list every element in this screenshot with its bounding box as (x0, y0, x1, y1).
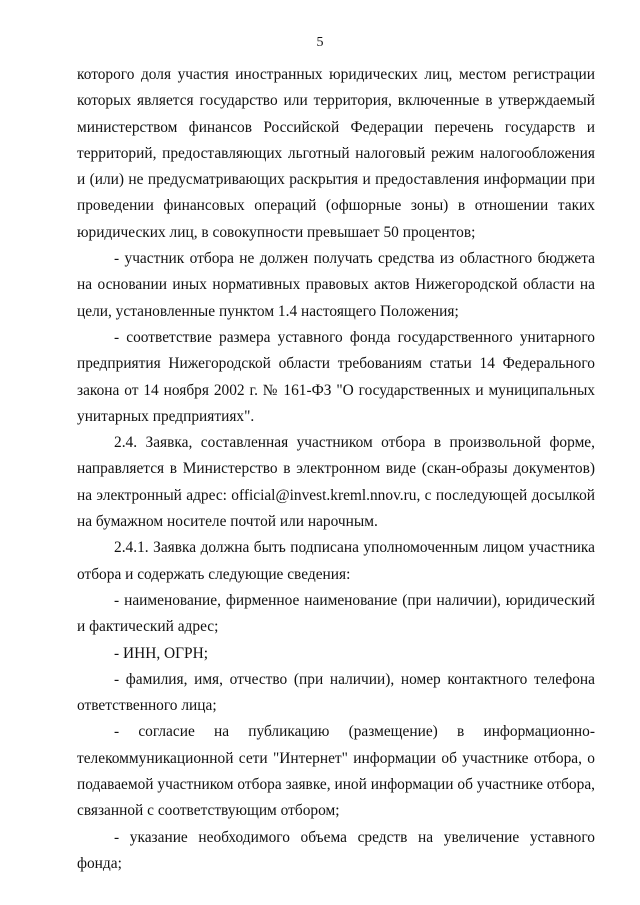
paragraph-application-submission: 2.4. Заявка, составленная участником отбора в произвольной форме, направляется в Министерство в электронном виде (скан-образы документов) на электронный адрес: official@invest.kreml.nnov.ru, с последующей досылкой на бумажном носителе почтой или нарочным. (77, 434, 595, 531)
paragraph-charter-fund-compliance: - соответствие размера уставного фонда государственного унитарного предприятия Нижегородской области требованиям статьи 14 Федерального закона от 14 ноября 2002 г. № 161-ФЗ "О государственных и муниципальных унитарных предприятиях". (77, 328, 595, 425)
paragraph-offshore-share: которого доля участия иностранных юридических лиц, местом регистрации которых является государство или территория, включенные в утверждаемый министерством финансов Российской Федерации перечень государств и территорий, предоставляющих льготный налоговый режим налогообложения и (или) не предусматривающих раскрытия и предоставления информации при проведении финансовых операций (офшорные зоны) в отношении таких юридических лиц, в совокупности превышает 50 процентов; (77, 66, 595, 241)
page-number: 5 (316, 35, 324, 50)
list-item-inn-ogrn: - ИНН, ОГРН; (114, 644, 208, 662)
list-item-required-funds: - указание необходимого объема средств на увеличение уставного фонда; (77, 828, 595, 872)
list-item-responsible-person: - фамилия, имя, отчество (при наличии), номер контактного телефона ответственного лица; (77, 670, 595, 715)
list-item-publication-consent: - согласие на публикацию (размещение) в информационно-телекоммуникационной сети "Интернет" информации об участнике отбора, о подаваемой участником отбора заявке, иной информации об участнике отбора, связанной с соответствующим отбором; (77, 723, 595, 820)
list-item-name-address: - наименование, фирменное наименование (при наличии), юридический и фактический адрес; (77, 591, 595, 636)
document-body (77, 62, 595, 877)
paragraph-no-regional-budget-funds: - участник отбора не должен получать средства из областного бюджета на основании иных нормативных правовых актов Нижегородской области на цели, установленные пунктом 1.4 настоящего Положения; (77, 250, 595, 320)
paragraph-application-signature: 2.4.1. Заявка должна быть подписана уполномоченным лицом участника отбора и содержать следующие сведения: (77, 539, 595, 583)
